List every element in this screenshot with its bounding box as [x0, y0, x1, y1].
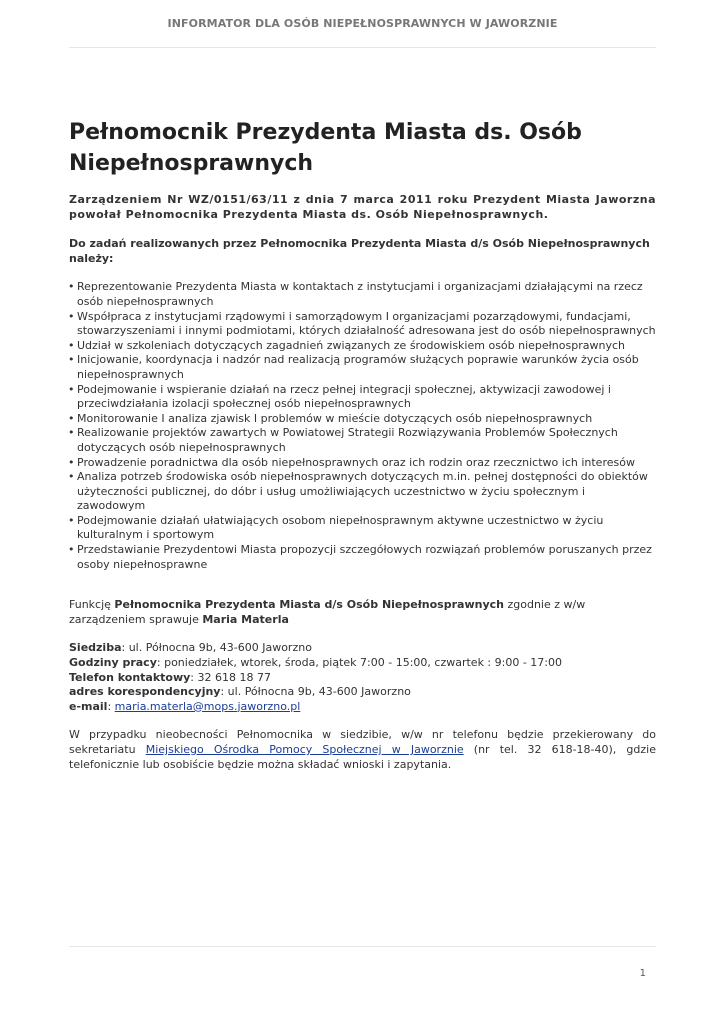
list-item: • Realizowanie projektów zawartych w Powiatowej Strategii Rozwiązywania Problemów Społecznych dotyczących osób niepełnosprawnych: [69, 426, 656, 455]
seat-label: Siedziba: [69, 641, 122, 655]
list-item: • Inicjowanie, koordynacja i nadzór nad realizacją programów służących poprawie warunków życia osób niepełnosprawnych: [69, 353, 656, 382]
running-header-title: INFORMATOR DLA OSÓB NIEPEŁNOSPRAWNYCH W JAWORZNIE: [167, 17, 558, 30]
contact-email: [69, 700, 656, 715]
note-part1: W przypadku nieobecności Pełnomocnika w siedzibie, w/w nr telefonu będzie przekierowany do sekretariatu: [69, 728, 656, 756]
function-paragraph: [69, 598, 656, 627]
function-prefix: Funkcję: [69, 598, 115, 612]
tasks-heading: Do zadań realizowanych przez Pełnomocnika Prezydenta Miasta d/s Osób Niepełnosprawnych należy:: [69, 237, 650, 265]
function-suffix: zgodnie z w/w zarządzeniem sprawuje: [69, 598, 586, 626]
list-item: • Podejmowanie i wspieranie działań na rzecz pełnej integracji społecznej, aktywizacji zawodowej i przeciwdziałania izolacji społecznej osób niepełnosprawnych: [69, 383, 656, 412]
hours-label: Godziny pracy: [69, 656, 157, 670]
contact-phone: [69, 671, 656, 686]
mops-link[interactable]: Miejskiego Ośrodka Pomocy Społecznej w Jaworznie: [145, 743, 464, 756]
seat-value: : ul. Północna 9b, 43-600 Jaworzno: [121, 641, 312, 655]
note-part2: (nr tel. 32 618-18-40), gdzie telefonicznie lub osobiście będzie można składać wnioski i zapytania.: [69, 743, 656, 771]
list-item: • Przedstawianie Prezydentowi Miasta propozycji szczegółowych rozwiązań problemów poruszanych przez osoby niepełnosprawne: [69, 543, 656, 572]
list-item: • Prowadzenie poradnictwa dla osób niepełnosprawnych oraz ich rodzin oraz rzecznictwo ich interesów: [69, 456, 656, 471]
contact-block: [69, 641, 656, 714]
footer-divider: [69, 946, 656, 947]
list-item: • Analiza potrzeb środowiska osób niepełnosprawnych dotyczących m.in. pełnej dostępności do obiektów użyteczności publicznej, do dóbr i usług umożliwiających uczestnictwo w życiu społecznym i zawodowym: [69, 470, 656, 514]
address-label: adres korespondencyjny: [69, 685, 221, 699]
list-item: • Monitorowanie I analiza zjawisk I problemów w mieście dotyczących osób niepełnosprawnych: [69, 412, 656, 427]
contact-seat: [69, 641, 656, 656]
list-item: • Reprezentowanie Prezydenta Miasta w kontaktach z instytucjami i organizacjami działającymi na rzecz osób niepełnosprawnych: [69, 280, 656, 309]
email-separator: :: [107, 699, 115, 713]
address-value: : ul. Północna 9b, 43-600 Jaworzno: [220, 685, 411, 699]
list-item: • Udział w szkoleniach dotyczących zagadnień związanych ze środowiskiem osób niepełnosprawnych: [69, 339, 656, 354]
contact-address: [69, 685, 656, 700]
email-label: e-mail: [69, 699, 108, 713]
list-item: • Współpraca z instytucjami rządowymi i samorządowym I organizacjami pozarządowymi, fundacjami, stowarzyszeniami i innymi podmiotami, których działalność adresowana jest do osób niepełnosprawnych: [69, 310, 656, 339]
phone-label: Telefon kontaktowy: [69, 670, 191, 684]
page-title: Pełnomocnik Prezydenta Miasta ds. Osób Niepełnosprawnych: [69, 120, 582, 176]
page-number: 1: [639, 968, 646, 979]
intro-bold-text: Zarządzeniem Nr WZ/0151/63/11 z dnia 7 marca 2011 roku Prezydent Miasta Jaworzna powołał Pełnomocnika Prezydenta Miasta ds. Osób Niepełnosprawnych.: [69, 193, 656, 221]
email-link[interactable]: maria.materla@mops.jaworzno.pl: [114, 699, 301, 713]
function-role: Pełnomocnika Prezydenta Miasta d/s Osób Niepełnosprawnych: [114, 598, 504, 612]
intro-paragraph: [69, 193, 656, 222]
contact-hours: [69, 656, 656, 671]
running-header: [69, 17, 656, 48]
absence-note: [69, 728, 656, 772]
tasks-list: [69, 280, 656, 572]
hours-value: : poniedziałek, wtorek, środa, piątek 7:00 - 15:00, czwartek : 9:00 - 17:00: [156, 656, 562, 670]
list-item: • Podejmowanie działań ułatwiających osobom niepełnosprawnym aktywne uczestnictwo w życiu kulturalnym i sportowym: [69, 514, 656, 543]
phone-value: : 32 618 18 77: [190, 670, 271, 684]
holder-name: Maria Materla: [202, 612, 289, 626]
document-body: [69, 193, 656, 772]
